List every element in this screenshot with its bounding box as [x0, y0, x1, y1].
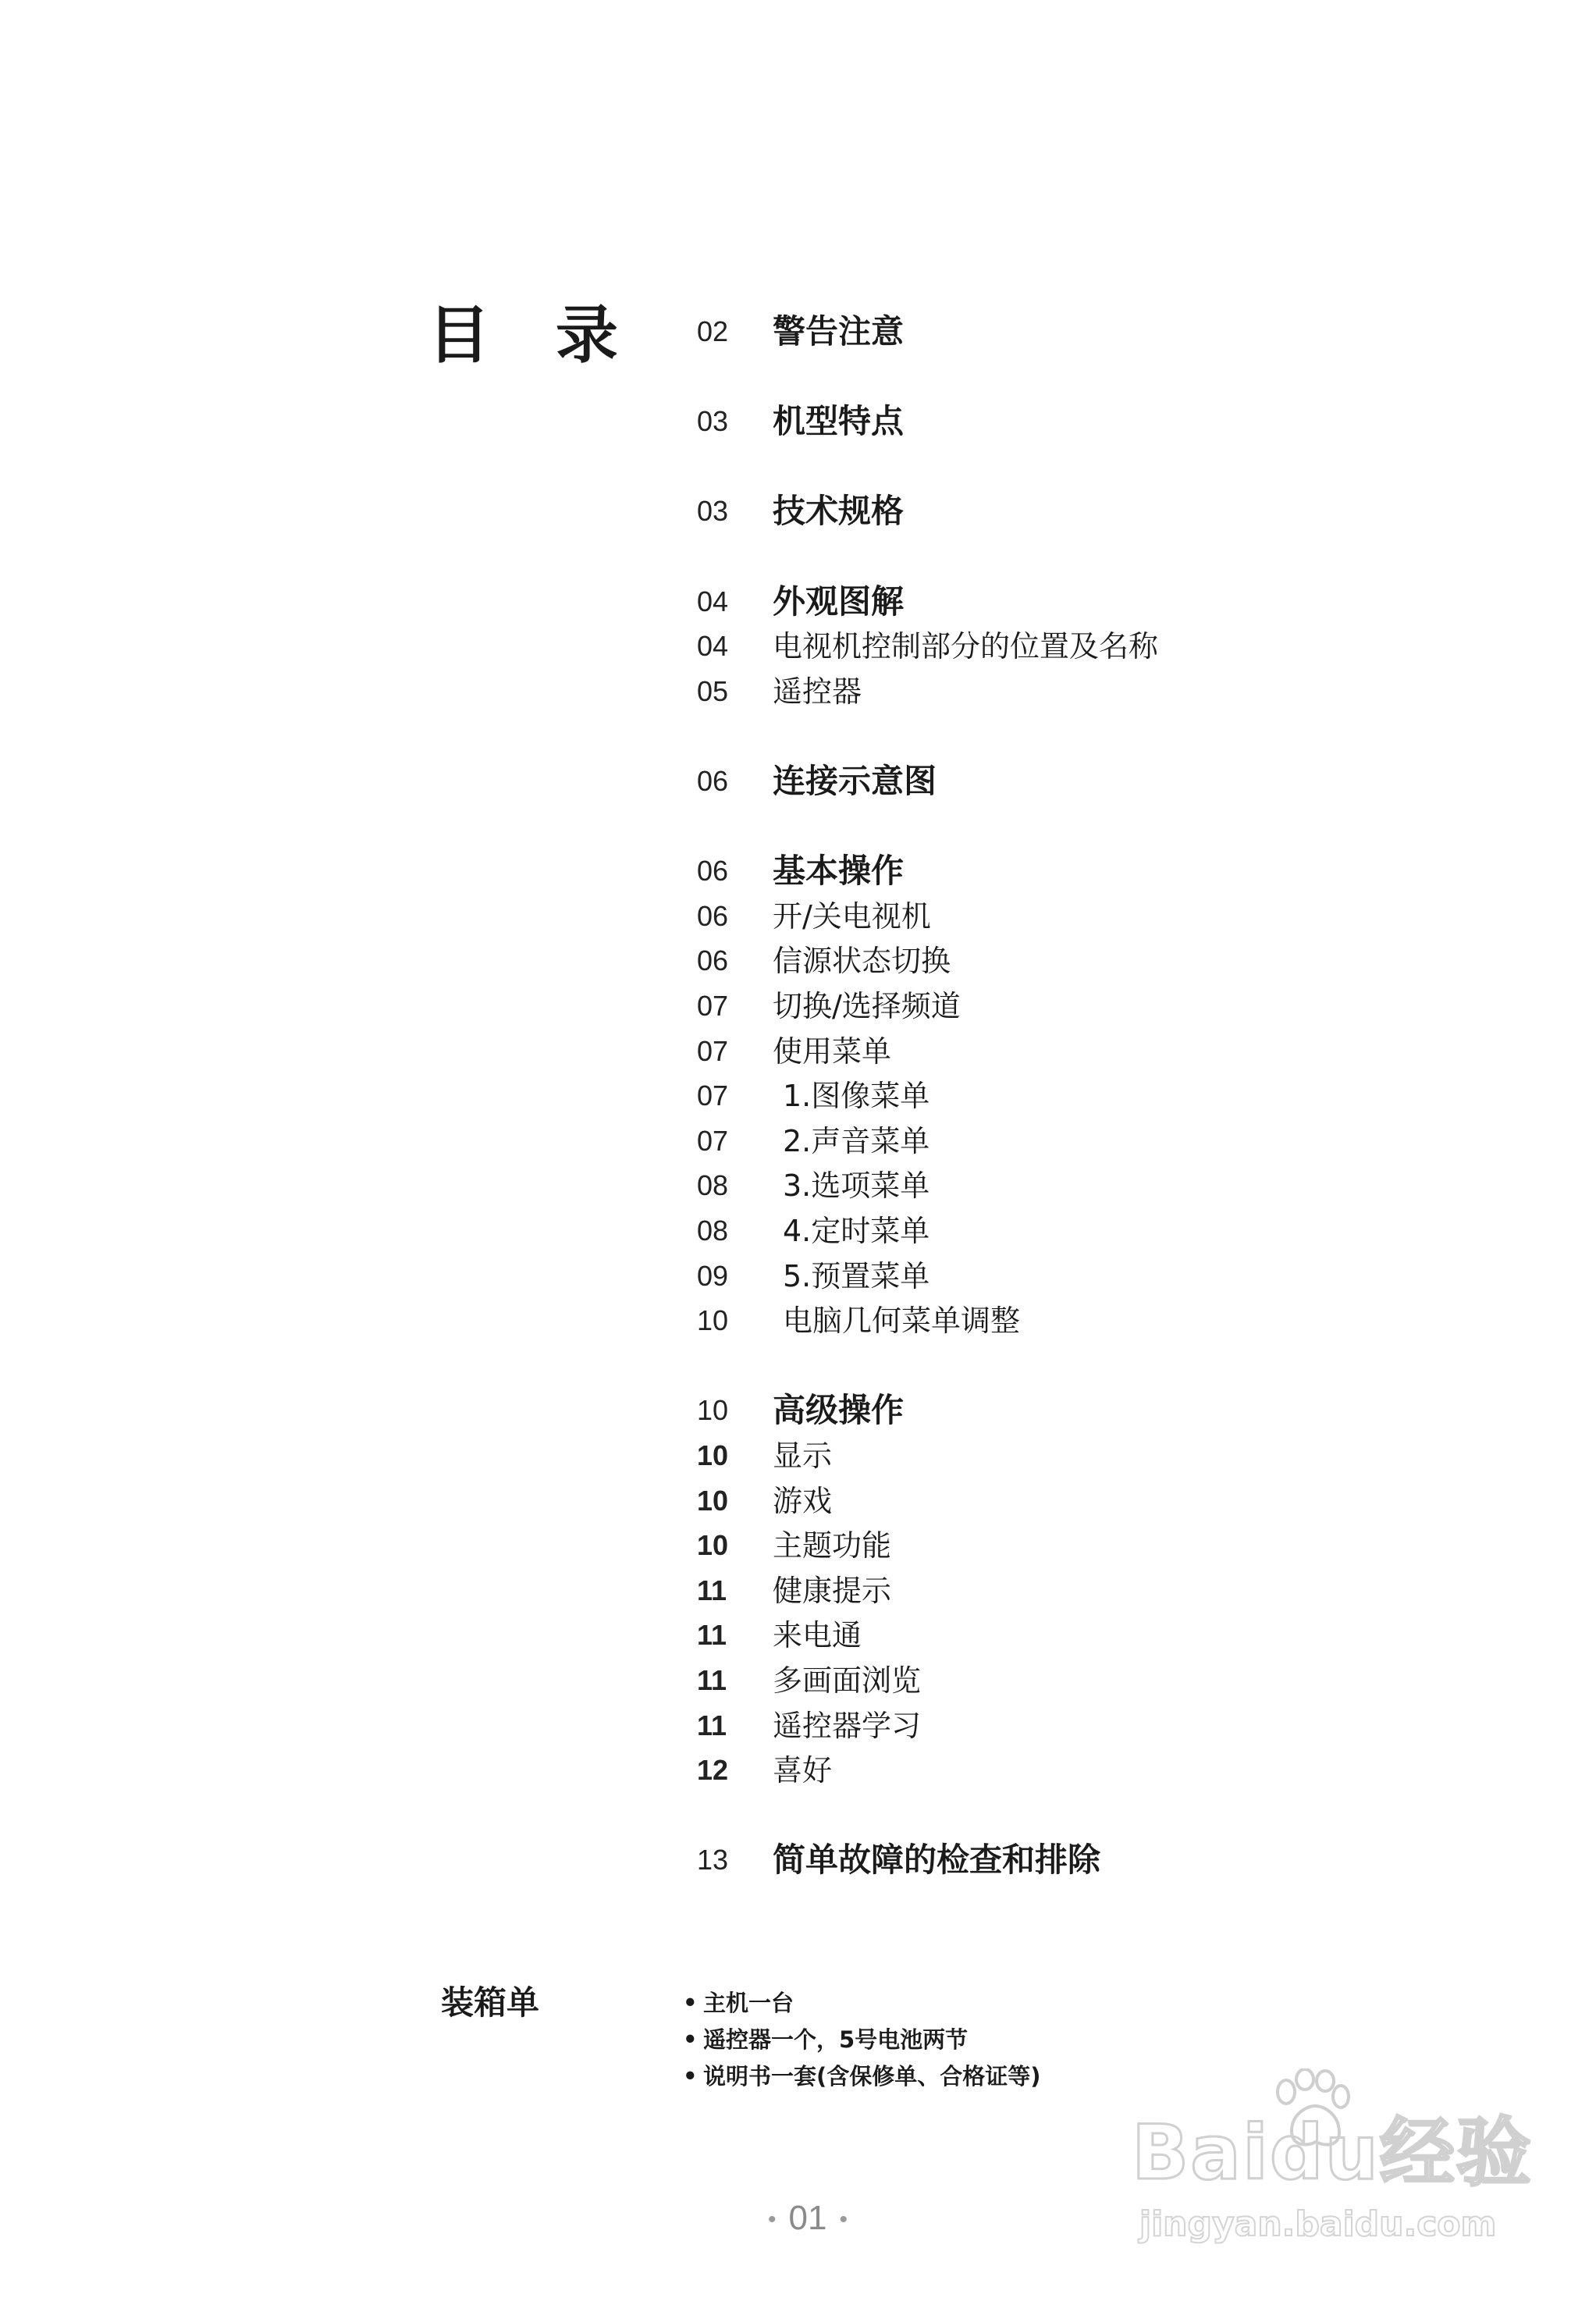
toc-entry-label: 显示: [773, 1439, 833, 1473]
baidu-jingyan-watermark: [1132, 2068, 1533, 2248]
toc-page-number: 07: [697, 1034, 729, 1067]
toc-page-number: 07: [697, 1080, 729, 1112]
toc-entry-label: 简单故障的检查和排除: [773, 1841, 1101, 1880]
toc-page-number: 05: [697, 674, 729, 707]
toc-entry-label: 遥控器学习: [773, 1708, 922, 1743]
toc-entry-label: 机型特点: [773, 402, 905, 441]
bullet-icon: •: [683, 2026, 698, 2053]
toc-page-number: 06: [697, 765, 729, 797]
toc-entry-label: 多画面浏览: [773, 1663, 922, 1698]
watermark-url-text: jingyan.baidu.com: [1139, 2204, 1497, 2244]
toc-page-number: 07: [697, 1124, 729, 1157]
toc-page-number: 12: [697, 1754, 729, 1787]
toc-entry-label: 电视机控制部分的位置及名称: [773, 629, 1159, 664]
toc-entry-label: 遥控器: [773, 674, 862, 709]
packing-list: [683, 1985, 1041, 2095]
toc-page-number: 04: [697, 585, 729, 617]
toc-entry-label: 切换/选择频道: [773, 989, 961, 1023]
toc-entry-label: 使用菜单: [773, 1033, 892, 1069]
toc-entry-label: 来电通: [773, 1618, 862, 1653]
toc-entry-label: 连接示意图: [773, 762, 937, 800]
toc-entry-label: 外观图解: [773, 582, 905, 621]
toc-entry-label: 游戏: [773, 1483, 833, 1518]
packing-list-item: [683, 2058, 1041, 2095]
bullet-icon: •: [683, 2063, 698, 2090]
toc-page-number: 10: [697, 1394, 729, 1427]
toc-page-number: 03: [697, 405, 729, 438]
toc-page-number: 11: [697, 1664, 727, 1696]
packing-list-title: 装箱单: [441, 1983, 540, 2022]
bullet-icon: •: [683, 1990, 698, 2016]
toc-page-number: 06: [697, 899, 729, 932]
toc-entry-label: 电脑几何菜单调整: [783, 1304, 1021, 1339]
toc-entry-label: 3.选项菜单: [783, 1169, 930, 1204]
packing-item-text: 遥控器一个，5号电池两节: [703, 2026, 969, 2053]
toc-entry-label: 基本操作: [773, 852, 905, 891]
packing-list-item: [683, 2022, 1041, 2058]
toc-page-number: 10: [697, 1484, 729, 1517]
toc-page-number: 06: [697, 855, 729, 887]
page-number-value: 01: [788, 2199, 827, 2237]
toc-page-number: 11: [697, 1574, 727, 1606]
toc-page-number: 04: [697, 630, 729, 663]
watermark-logo-text: Baidu经验: [1132, 2109, 1533, 2197]
toc-entry-label: 5.预置菜单: [783, 1258, 930, 1293]
toc-title: 目 录: [428, 299, 640, 372]
toc-page-number: 03: [697, 495, 729, 528]
toc-page-number: 10: [697, 1529, 729, 1562]
packing-item-text: 说明书一套(含保修单、合格证等): [703, 2063, 1041, 2090]
toc-page-number: 09: [697, 1259, 729, 1292]
toc-entry-label: 高级操作: [773, 1391, 905, 1430]
toc-page-number: 10: [697, 1304, 729, 1337]
toc-page-number: 08: [697, 1169, 729, 1202]
toc-entry-label: 喜好: [773, 1753, 833, 1788]
page-number-dot-left: •: [768, 2207, 777, 2233]
toc-entry-label: 信源状态切换: [773, 944, 951, 979]
packing-list-item: [683, 1985, 1041, 2022]
toc-page-number: 07: [697, 990, 729, 1022]
toc-entry-label: 开/关电视机: [773, 898, 931, 934]
toc-entry-label: 1.图像菜单: [783, 1079, 930, 1114]
toc-entry-label: 2.声音菜单: [783, 1123, 930, 1158]
toc-entry-label: 4.定时菜单: [783, 1214, 930, 1248]
toc-page-number: 11: [697, 1619, 727, 1652]
toc-entry-label: 健康提示: [773, 1573, 892, 1608]
toc-page-number: 11: [697, 1709, 727, 1741]
toc-page-number: 10: [697, 1439, 729, 1471]
page-number: [734, 2201, 882, 2236]
packing-item-text: 主机一台: [703, 1990, 794, 2016]
page-number-dot-right: •: [839, 2207, 848, 2233]
toc-page-number: 08: [697, 1215, 729, 1247]
toc-entry-label: 主题功能: [773, 1528, 892, 1563]
toc-page-number: 02: [697, 315, 729, 347]
toc-entry-label: 技术规格: [773, 492, 905, 531]
toc-entry-label: 警告注意: [773, 312, 905, 350]
toc-page-number: 13: [697, 1844, 729, 1876]
toc-page-number: 06: [697, 944, 729, 977]
